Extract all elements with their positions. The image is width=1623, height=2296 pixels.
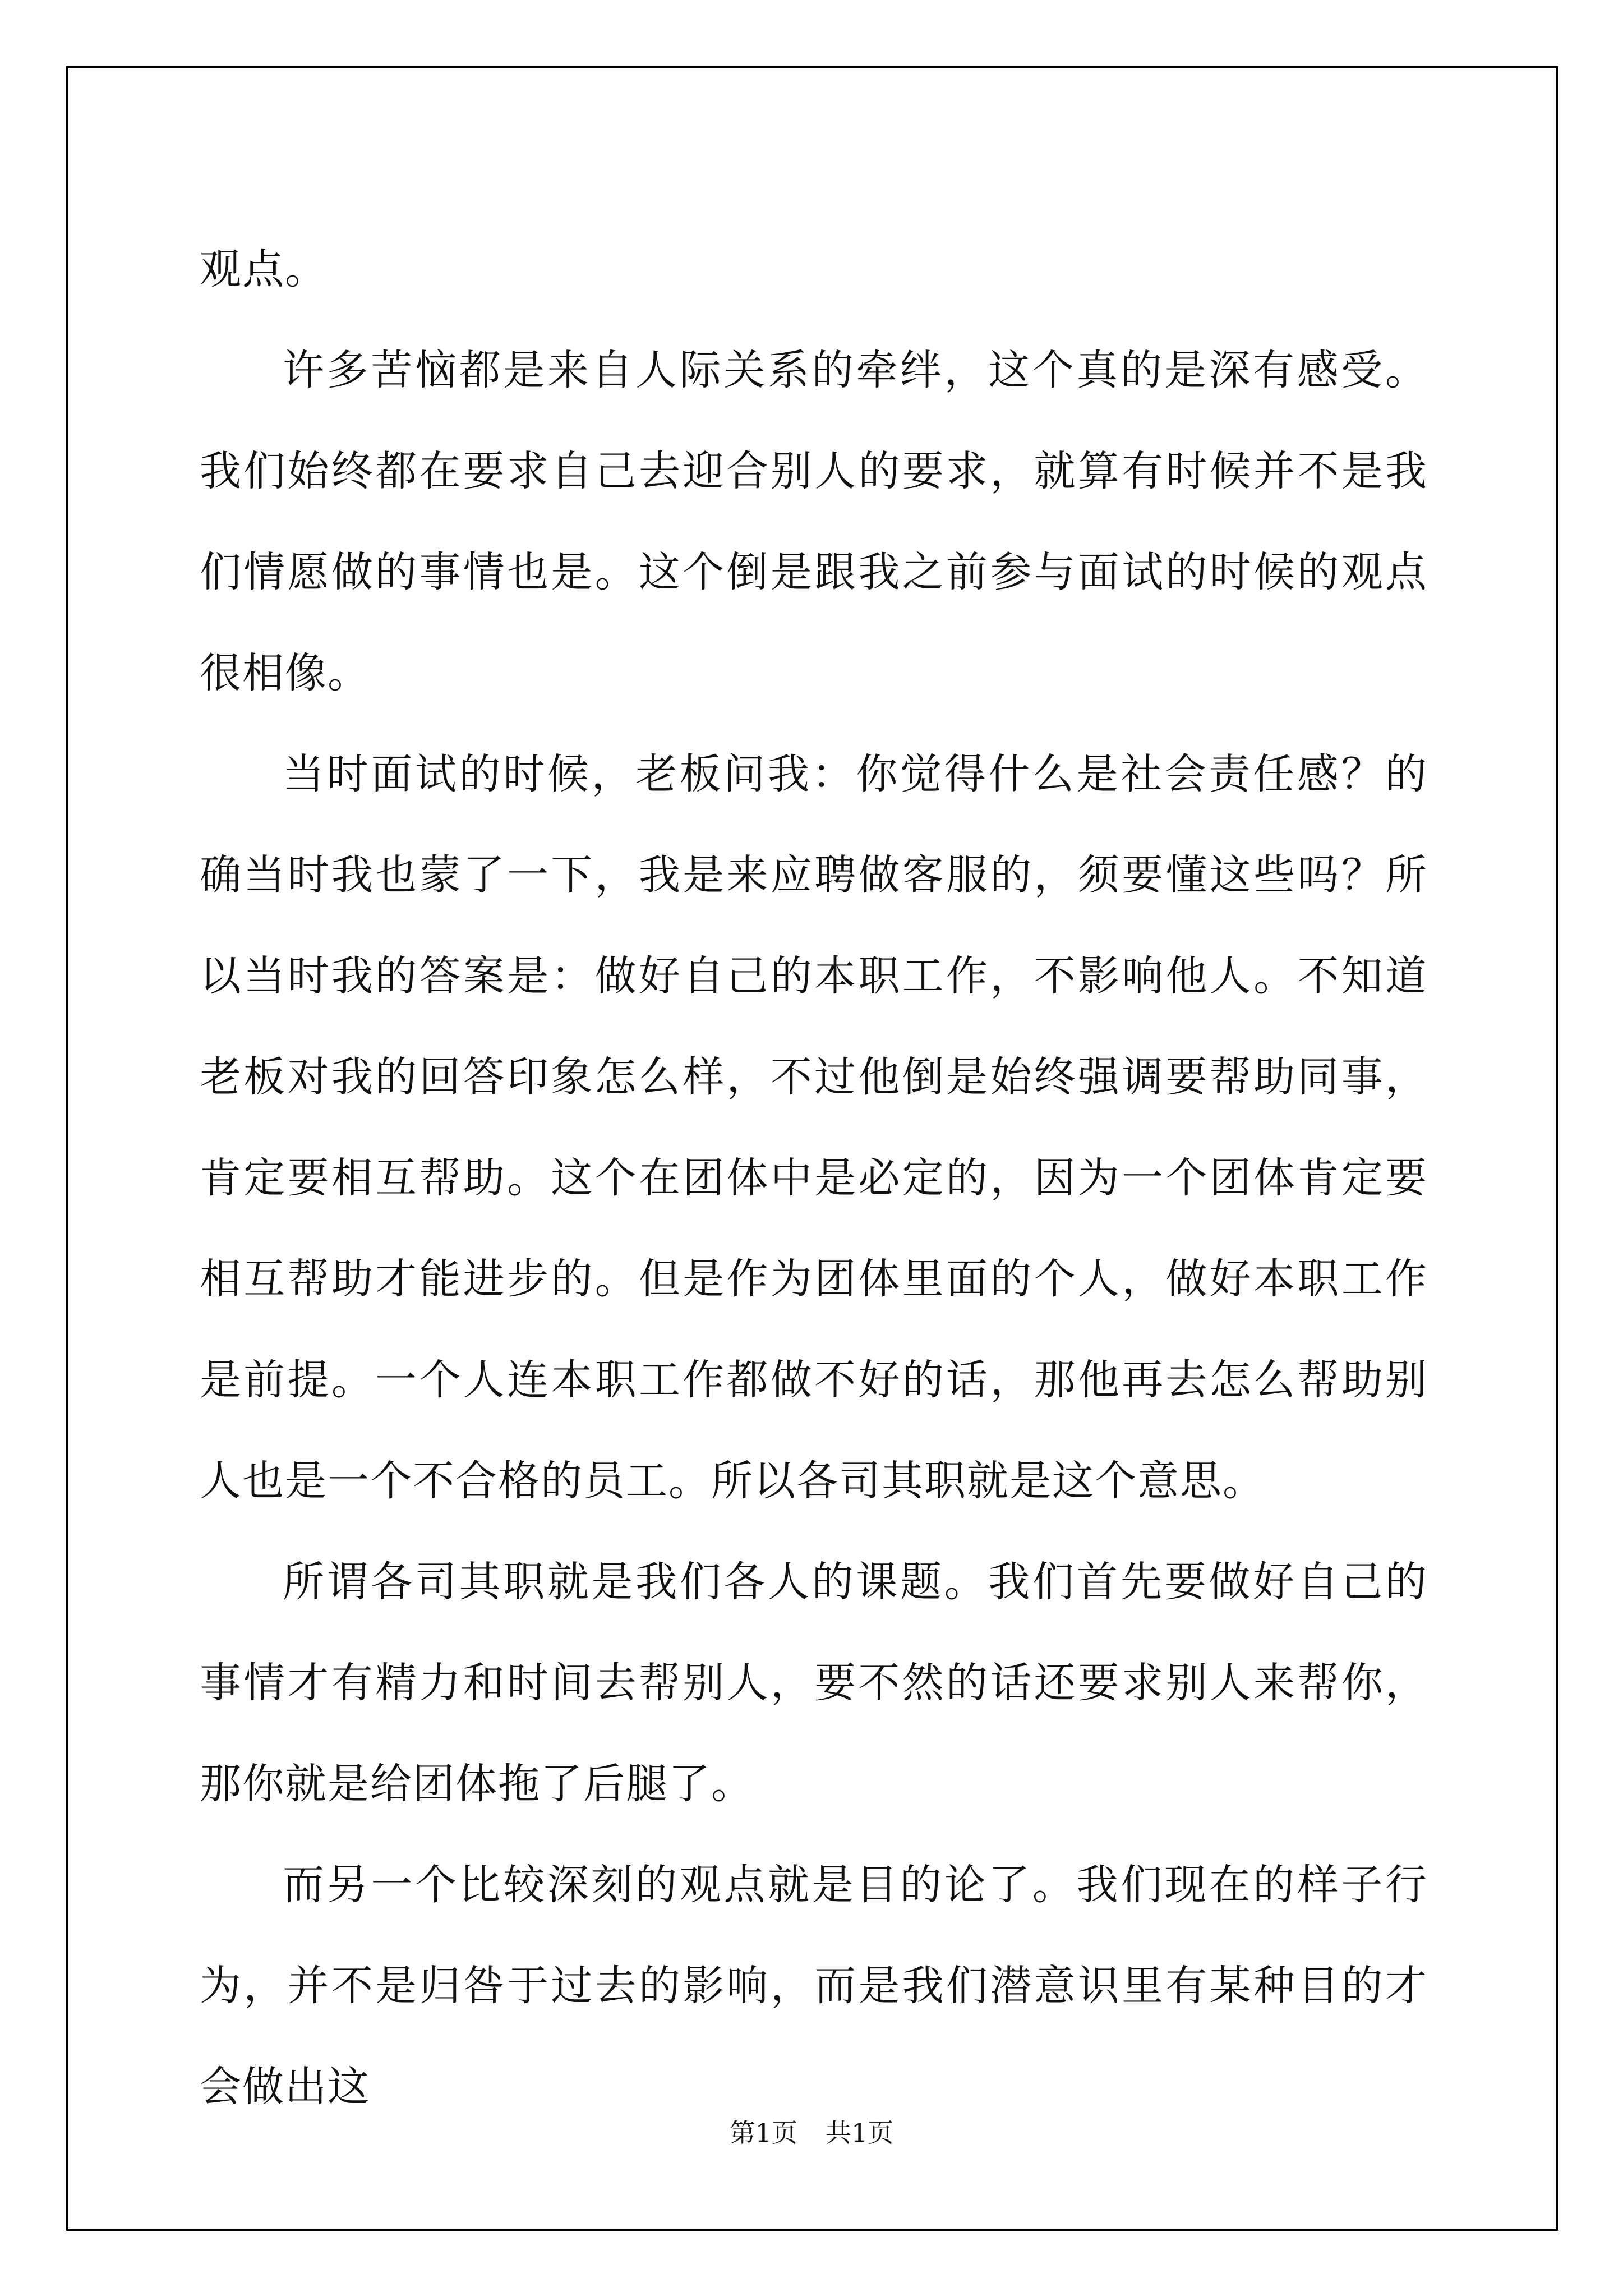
document-body [200,219,1428,2137]
page-total: 共1页 [826,2118,894,2148]
paragraph: 许多苦恼都是来自人际关系的牵绊，这个真的是深有感受。我们始终都在要求自己去迎合别人的要求，就算有时候并不是我们情愿做的事情也是。这个倒是跟我之前参与面试的时候的观点很相像。 [200,346,1428,697]
page-footer [0,2116,1623,2150]
paragraph: 所谓各司其职就是我们各人的课题。我们首先要做好自己的事情才有精力和时间去帮别人，要不然的话还要求别人来帮你，那你就是给团体拖了后腿了。 [200,1558,1428,1808]
paragraph: 而另一个比较深刻的观点就是目的论了。我们现在的样子行为，并不是归咎于过去的影响，而是我们潜意识里有某种目的才会做出这 [200,1861,1428,2111]
paragraph-continuation: 观点。 [200,245,328,293]
page-number: 第1页 [729,2118,797,2148]
paragraph: 当时面试的时候，老板问我：你觉得什么是社会责任感？的确当时我也蒙了一下，我是来应聘做客服的，须要懂这些吗？所以当时我的答案是：做好自己的本职工作，不影响他人。不知道老板对我的回答印象怎么样，不过他倒是始终强调要帮助同事，肯定要相互帮助。这个在团体中是必定的，因为一个团体肯定要相互帮助才能进步的。但是作为团体里面的个人，做好本职工作是前提。一个人连本职工作都做不好的话，那他再去怎么帮助别人也是一个不合格的员工。所以各司其职就是这个意思。 [200,750,1428,1505]
